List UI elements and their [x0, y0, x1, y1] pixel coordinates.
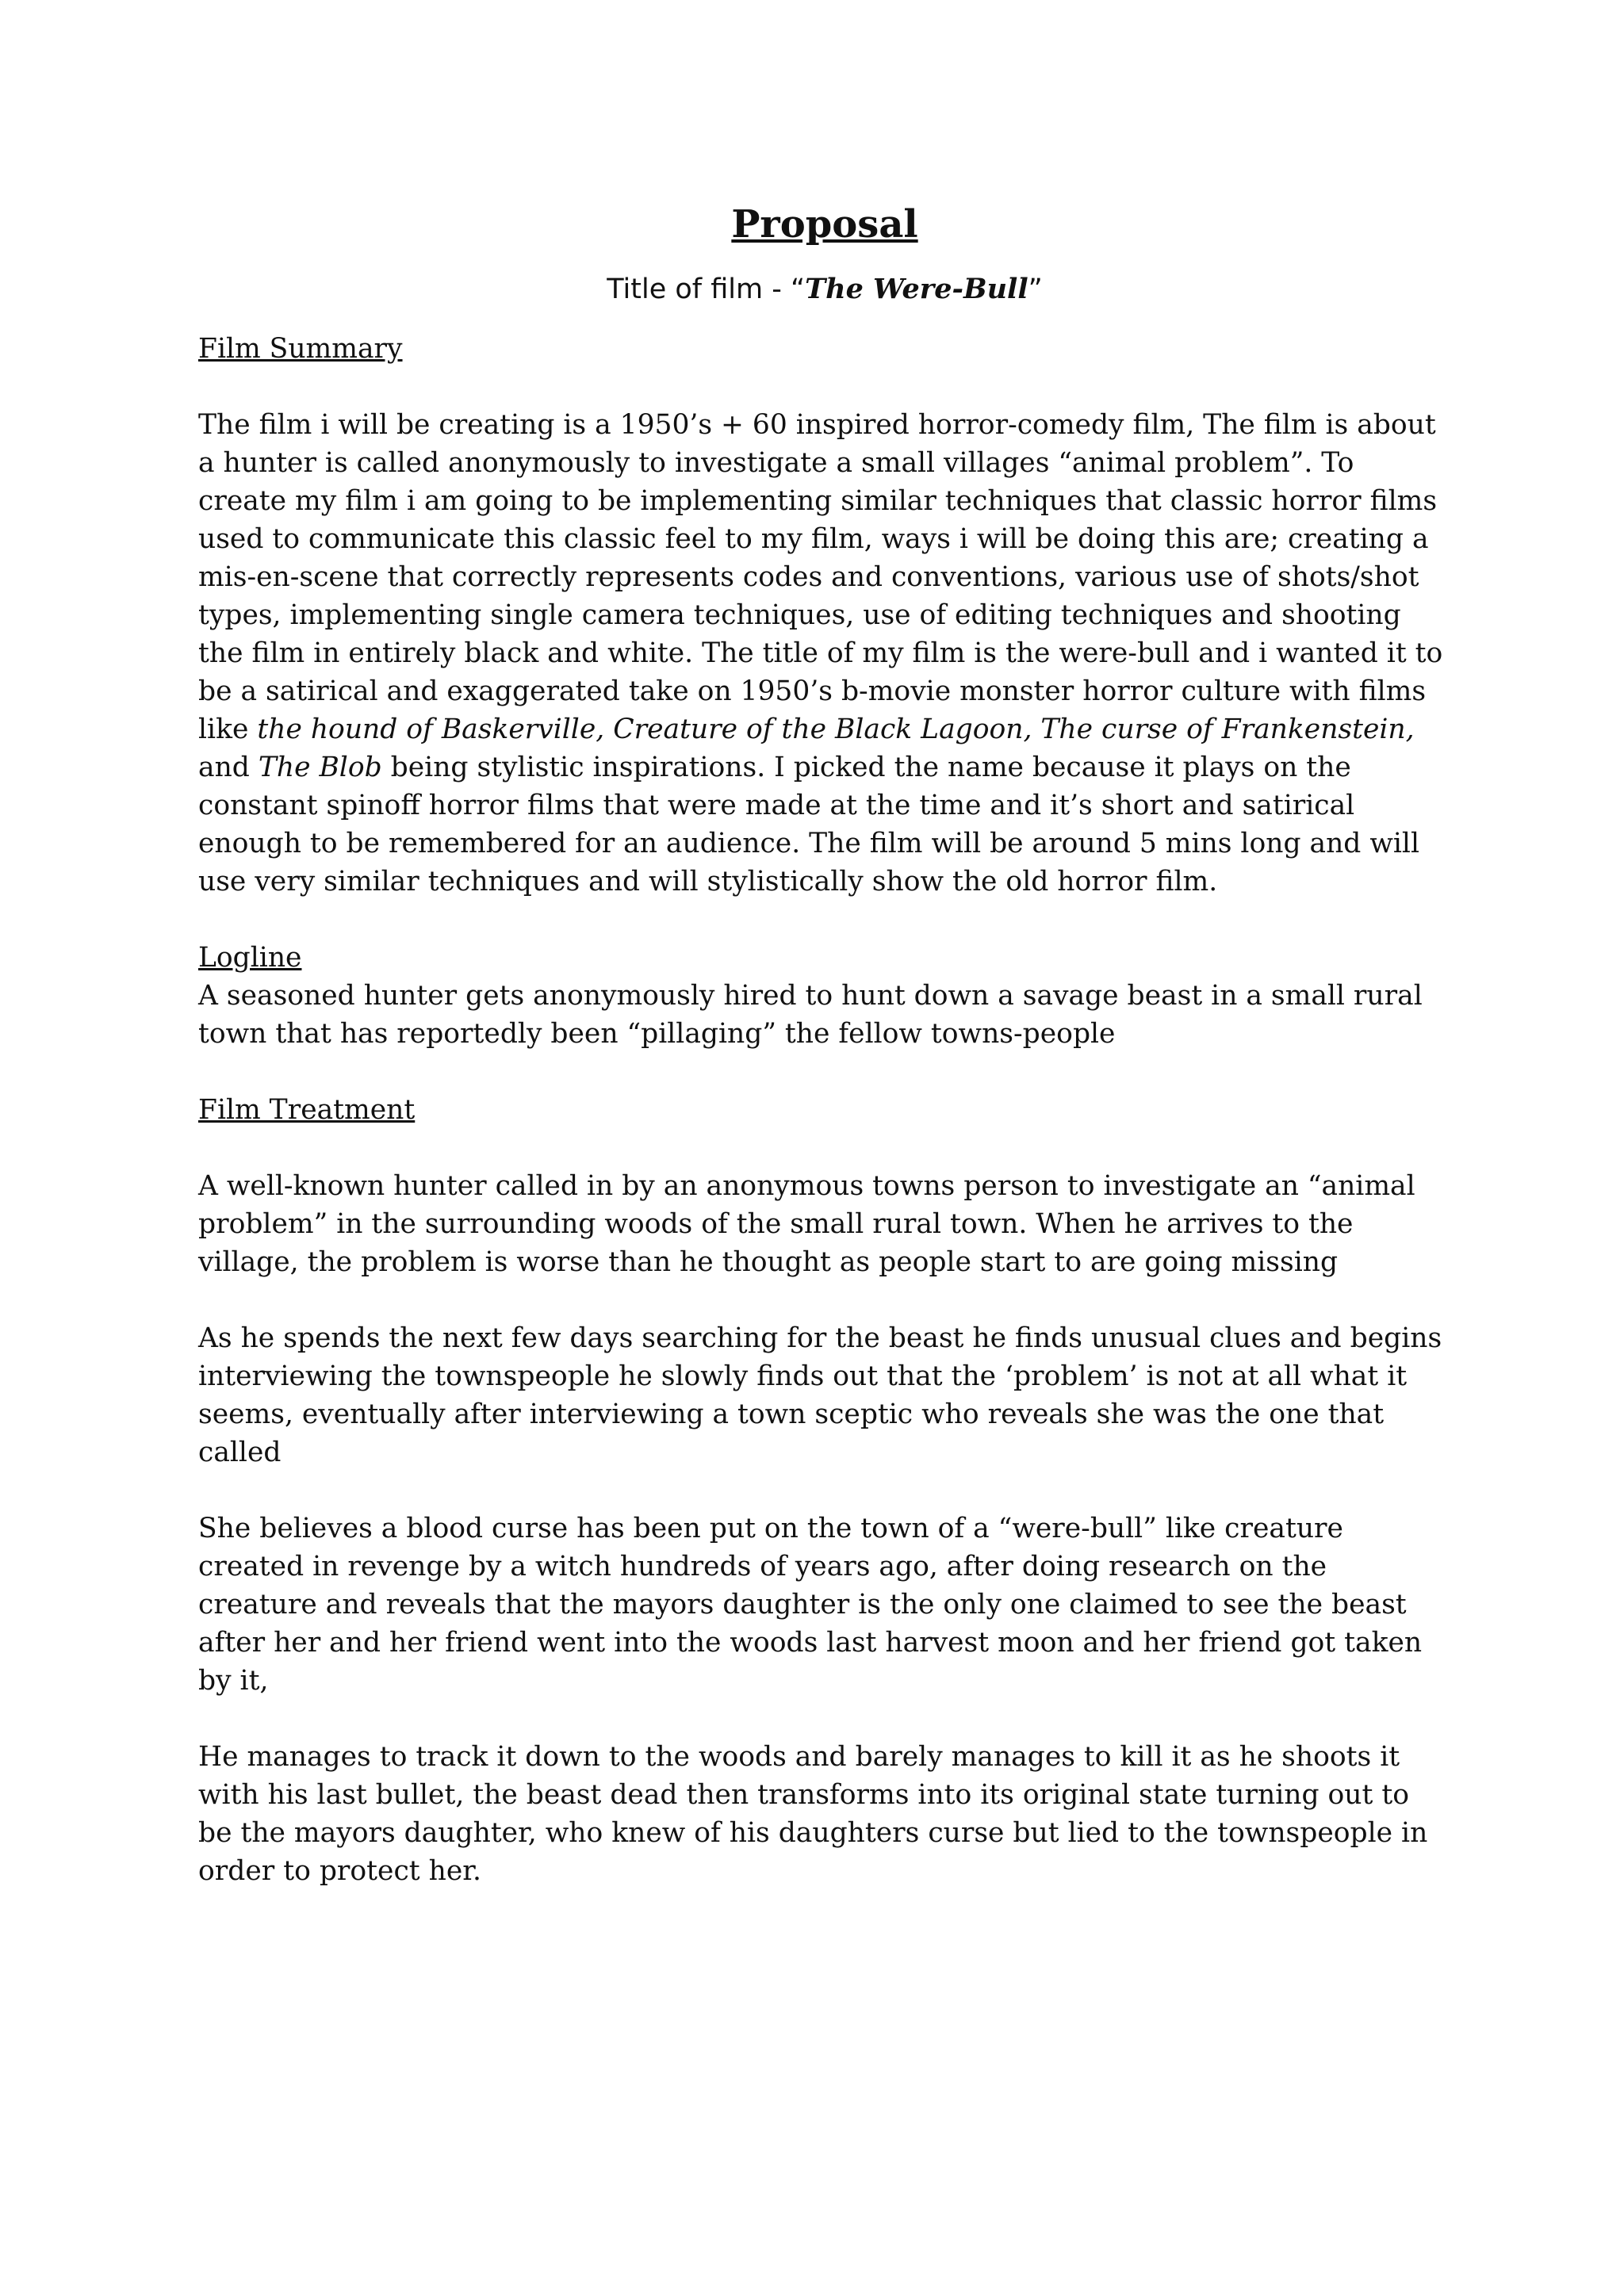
summary-italic-films: the hound of Baskerville, Creature of the Black Lagoon, The curse of Frankenstein,	[257, 714, 1415, 745]
spacer	[198, 1129, 1443, 1167]
treatment-paragraph: She believes a blood curse has been put on the town of a “were-bull” like creature created in revenge by a witch hundreds of years ago, after doing research on the creature and reveals that the mayors daughter is the only one claimed to see the beast after her and her friend went into the woods last harvest moon and her friend got taken by it,	[198, 1513, 1423, 1697]
document-title: Proposal	[731, 202, 918, 247]
spacer	[198, 901, 1443, 939]
film-title-prefix: Title of film - “	[607, 274, 806, 305]
spacer	[198, 1053, 1443, 1091]
film-treatment-heading: Film Treatment	[198, 1094, 416, 1126]
logline-paragraph: A seasoned hunter gets anonymously hired to hunt down a savage beast in a small rural town that has reportedly been “pillaging” the fellow towns-people	[198, 980, 1423, 1050]
film-summary-paragraph	[198, 406, 1443, 901]
summary-text-part-1: The film i will be creating is a 1950’s + 60 inspired horror-comedy film, The film is about a hunter is called anonymously to investigate a small villages “animal problem”. To create my film i am going to be implementing similar techniques that classic horror films used to communicate this classic feel to my film, ways i will be doing this are; creating a mis-en-scene that correctly represents codes and conventions, various use of shots/shot types, implementing single camera techniques, use of editing techniques and shooting the film in entirely black and white. The title of my film is the were-bull and i wanted it to be a satirical and exaggerated take on 1950’s b-movie monster horror culture with films like	[198, 409, 1443, 745]
spacer	[198, 1471, 1443, 1510]
spacer	[198, 368, 1443, 406]
film-title-name: The Were-Bull	[805, 273, 1028, 305]
spacer	[198, 1700, 1443, 1738]
summary-italic-blob: The Blob	[258, 752, 382, 783]
film-summary-heading: Film Summary	[198, 333, 403, 365]
treatment-paragraph: As he spends the next few days searching for the beast he finds unusual clues and begins interviewing the townspeople he slowly finds out that the ‘problem’ is not at all what it seems, eventually after interviewing a town sceptic who reveals she was the one that called	[198, 1322, 1442, 1468]
summary-text-part-3: being stylistic inspirations. I picked the name because it plays on the constant spinoff horror films that were made at the time and it’s short and satirical enough to be remembered for an audience. The film will be around 5 mins long and will use very similar techniques and will stylistically show the old horror film.	[198, 752, 1419, 897]
treatment-paragraph: He manages to track it down to the woods and barely manages to kill it as he shoots it with his last bullet, the beast dead then transforms into its original state turning out to be the mayors daughter, who knew of his daughters curse but lied to the townspeople in order to protect her.	[198, 1741, 1428, 1887]
logline-heading: Logline	[198, 942, 302, 974]
treatment-paragraph: A well-known hunter called in by an anonymous towns person to investigate an “animal problem” in the surrounding woods of the small rural town. When he arrives to the village, the problem is worse than he thought as people start to are going missing	[198, 1170, 1415, 1278]
film-title-suffix: ”	[1028, 274, 1043, 305]
document-page	[198, 197, 1443, 1890]
spacer	[198, 1281, 1443, 1319]
film-title-line	[198, 270, 1443, 309]
summary-text-part-2: and	[198, 752, 259, 783]
